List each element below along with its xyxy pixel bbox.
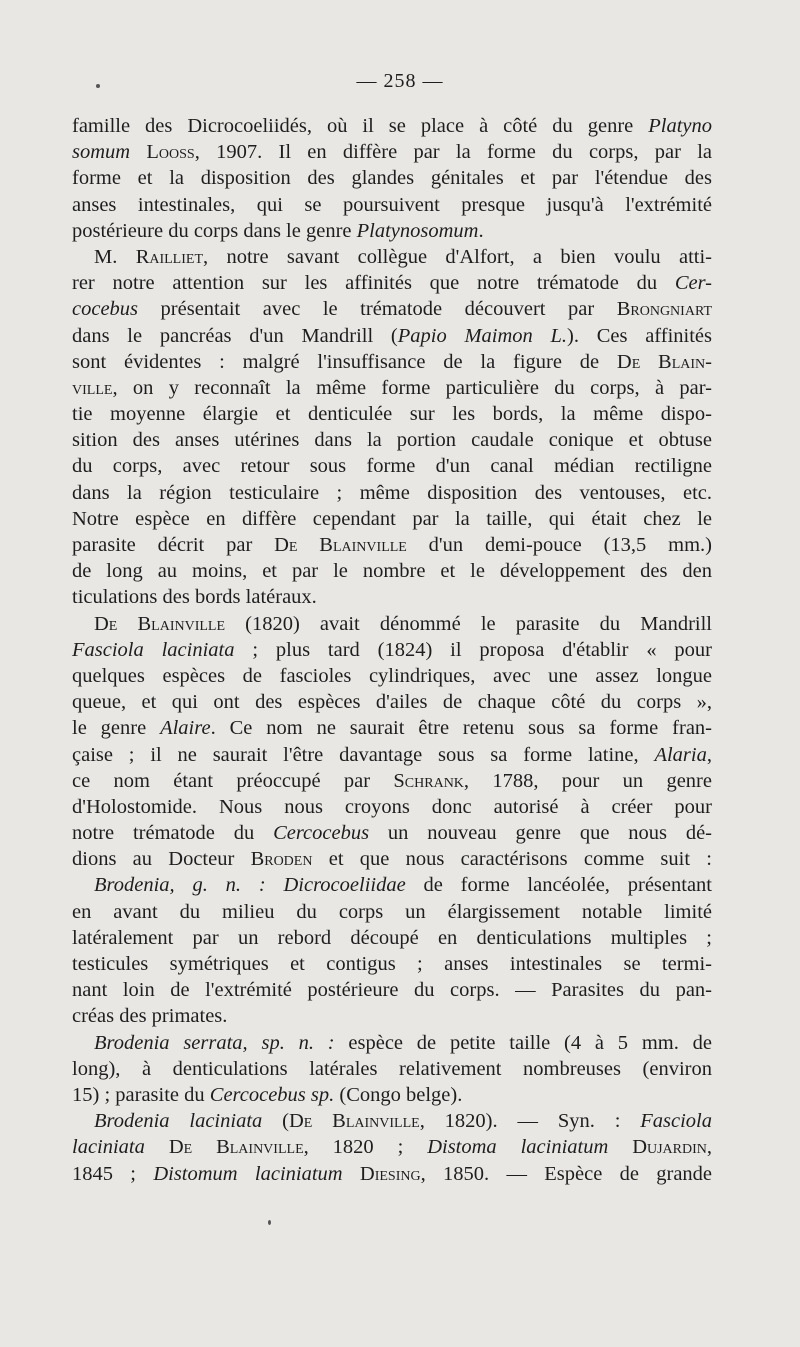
text-line [72, 1003, 712, 1029]
text-run: dans la région testiculaire ; même disposition des ventouses, etc. [72, 481, 712, 504]
small-caps-name: De Blainville [94, 612, 226, 635]
text-line [72, 872, 712, 898]
text-line [72, 401, 712, 427]
text-run: un nouveau genre que nous dé- [369, 822, 712, 845]
italic-text: Brodenia serrata, sp. n. : [94, 1031, 335, 1054]
text-run: présentait avec le trématode découvert par [138, 298, 617, 321]
text-run: d'Holostomide. Nous nous croyons donc autorisé à créer pour [72, 795, 712, 818]
text-run: latéralement par un rebord découpé en denticulations multiples ; [72, 926, 712, 949]
text-run: (1820) avait dénommé le parasite du Mandrill [225, 612, 712, 635]
text-run [343, 1163, 360, 1185]
text-run: testicules symétriques et contigus ; anses intestinales se termi- [72, 953, 712, 975]
text-run: et que nous caractérisons comme suit : [312, 848, 712, 871]
text-line [72, 1030, 712, 1056]
italic-text: Fasciola [640, 1110, 712, 1133]
text-run: ce nom étant préoccupé par [72, 769, 394, 792]
text-run: sition des anses utérines dans la portion caudale conique et obtuse [72, 429, 712, 452]
small-caps-name: Dujardin [632, 1136, 707, 1159]
text-line [72, 742, 712, 768]
page-number: — 258 — [356, 70, 444, 92]
text-line [72, 506, 712, 532]
small-caps-name: Looss [146, 141, 195, 164]
text-line [72, 794, 712, 820]
italic-text: Brodenia, g. n. : Dicrocoeliidae [94, 874, 406, 897]
text-run [608, 1136, 632, 1158]
text-run: , 1788, pour un genre [463, 769, 712, 792]
text-line [72, 218, 712, 244]
italic-text: cocebus [72, 298, 139, 321]
text-run: , [706, 743, 712, 766]
text-line [72, 427, 712, 453]
text-line [72, 899, 712, 925]
text-line [72, 453, 712, 479]
text-run: du corps, avec retour sous forme d'un canal médian rectiligne [72, 455, 712, 478]
text-run: créas des primates. [72, 1005, 228, 1028]
text-run: , 1820 ; [303, 1136, 428, 1159]
text-line [72, 532, 712, 558]
italic-text: Papio Maimon L. [397, 324, 568, 347]
text-line [72, 296, 712, 322]
text-run: ; plus tard (1824) il proposa d'établir « pour [234, 638, 712, 661]
text-run: nant loin de l'extrémité postérieure du corps. — Parasites du pan- [72, 979, 712, 1002]
italic-text: Cercocebus [273, 822, 370, 845]
text-run: Notre espèce en diffère cependant par la taille, qui était chez le [72, 507, 712, 530]
italic-text: Distoma laciniatum [427, 1136, 609, 1159]
text-run: dans le pancréas d'un Mandrill ( [72, 324, 398, 347]
text-run [145, 1136, 169, 1158]
small-caps-name: De Blain- [616, 350, 712, 373]
text-run: dions au Docteur [72, 848, 251, 871]
italic-text: Brodenia laciniata [94, 1110, 263, 1133]
text-line [72, 192, 712, 218]
text-run: , [706, 1136, 713, 1159]
text-run: 1845 ; [72, 1162, 154, 1185]
text-line [72, 689, 712, 715]
body-text [72, 113, 712, 1187]
small-caps-name: Schrank [393, 769, 464, 792]
small-caps-name: De Blainville [168, 1136, 304, 1159]
text-line [72, 663, 712, 689]
text-line [72, 637, 712, 663]
text-run: çaise ; il ne saurait l'être davantage sous sa forme latine, [72, 743, 655, 766]
text-line [72, 139, 712, 165]
text-line [72, 1082, 712, 1108]
text-run: d'un demi-pouce (13,5 mm.) [406, 534, 712, 556]
text-run: , notre savant collègue d'Alfort, a bien voulu atti- [203, 245, 712, 268]
text-line [72, 925, 712, 951]
text-line [72, 846, 712, 872]
print-speck [268, 1220, 271, 1225]
text-line [72, 1134, 712, 1160]
text-line [72, 1108, 712, 1134]
text-run: queue, et qui ont des espèces d'ailes de chaque côté du corps », [72, 691, 712, 714]
text-line [72, 375, 712, 401]
text-line [72, 584, 712, 610]
text-run: , 1850. — Espèce de grande [420, 1162, 713, 1185]
text-line [72, 270, 712, 296]
text-line [72, 323, 712, 349]
italic-text: Platynosomum [356, 219, 479, 242]
text-run: , on y reconnaît la même forme particulière du corps, à par- [112, 376, 712, 399]
text-run: ). Ces affinités [567, 324, 713, 347]
print-speck [96, 84, 100, 88]
text-run: . [478, 219, 484, 242]
text-run: ticulations des bords latéraux. [72, 586, 317, 609]
italic-text: somum [72, 141, 131, 164]
small-caps-name: De Blainville [274, 534, 407, 556]
text-run: notre trématode du [72, 822, 274, 845]
text-run: long), à denticulations latérales relativement nombreuses (environ [72, 1057, 712, 1080]
text-run: quelques espèces de fascioles cylindriques, avec une assez longue [72, 664, 712, 687]
text-run: postérieure du corps dans le genre [72, 219, 357, 242]
text-run: sont évidentes : malgré l'insuffisance de la figure de [72, 350, 617, 373]
small-caps-name: ville [72, 376, 113, 399]
italic-text: Alaire [160, 717, 211, 740]
text-line [72, 113, 712, 139]
text-run: en avant du milieu du corps un élargissement notable limité [72, 900, 712, 923]
italic-text: Cer- [674, 272, 712, 295]
text-line [72, 558, 712, 584]
text-line [72, 768, 712, 794]
text-run: ( [262, 1110, 289, 1133]
text-line [72, 1056, 712, 1082]
small-caps-name: Diesing [359, 1162, 421, 1185]
text-line [72, 951, 712, 977]
italic-text: Platyno [648, 115, 712, 137]
text-run: de long au moins, et par le nombre et le développement des den [72, 560, 712, 583]
small-caps-name: Brongniart [616, 298, 712, 321]
italic-text: Distomum laciniatum [153, 1162, 343, 1185]
small-caps-name: Broden [250, 848, 313, 871]
italic-text: Fasciola laciniata [72, 638, 235, 661]
small-caps-name: Railliet [135, 245, 204, 268]
text-line [72, 165, 712, 191]
text-line [72, 244, 712, 270]
text-run: tie moyenne élargie et denticulée sur les bords, la même dispo- [72, 403, 712, 426]
text-line [72, 480, 712, 506]
text-run: espèce de petite taille (4 à 5 mm. de [334, 1031, 712, 1054]
text-line [72, 977, 712, 1003]
text-run: famille des Dicrocoeliidés, où il se place à côté du genre [72, 115, 649, 137]
text-run: , 1820). — Syn. : [419, 1110, 641, 1133]
text-run: , 1907. Il en diffère par la forme du corps, par la [194, 141, 713, 164]
text-run: rer notre attention sur les affinités que notre trématode du [72, 272, 675, 295]
text-run: 15) ; parasite du [72, 1083, 210, 1106]
text-run: de forme lancéolée, présentant [405, 874, 712, 897]
text-line [72, 349, 712, 375]
text-line [72, 611, 712, 637]
italic-text: Alaria [654, 743, 707, 766]
text-run: forme et la disposition des glandes génitales et par l'étendue des [72, 167, 712, 190]
text-run: anses intestinales, qui se poursuivent presque jusqu'à l'extrémité [72, 193, 712, 216]
text-run: . Ce nom ne saurait être retenu sous sa forme fran- [210, 717, 712, 740]
text-line [72, 715, 712, 741]
italic-text: laciniata [72, 1136, 145, 1159]
text-run [130, 141, 146, 163]
text-line [72, 820, 712, 846]
small-caps-name: De Blainville [288, 1110, 420, 1133]
text-run: (Congo belge). [334, 1083, 463, 1106]
text-run: M. [94, 245, 136, 268]
italic-text: Cercocebus sp. [209, 1083, 335, 1106]
text-line [72, 1161, 712, 1187]
text-run: parasite décrit par [72, 534, 275, 556]
text-run: le genre [72, 717, 161, 740]
